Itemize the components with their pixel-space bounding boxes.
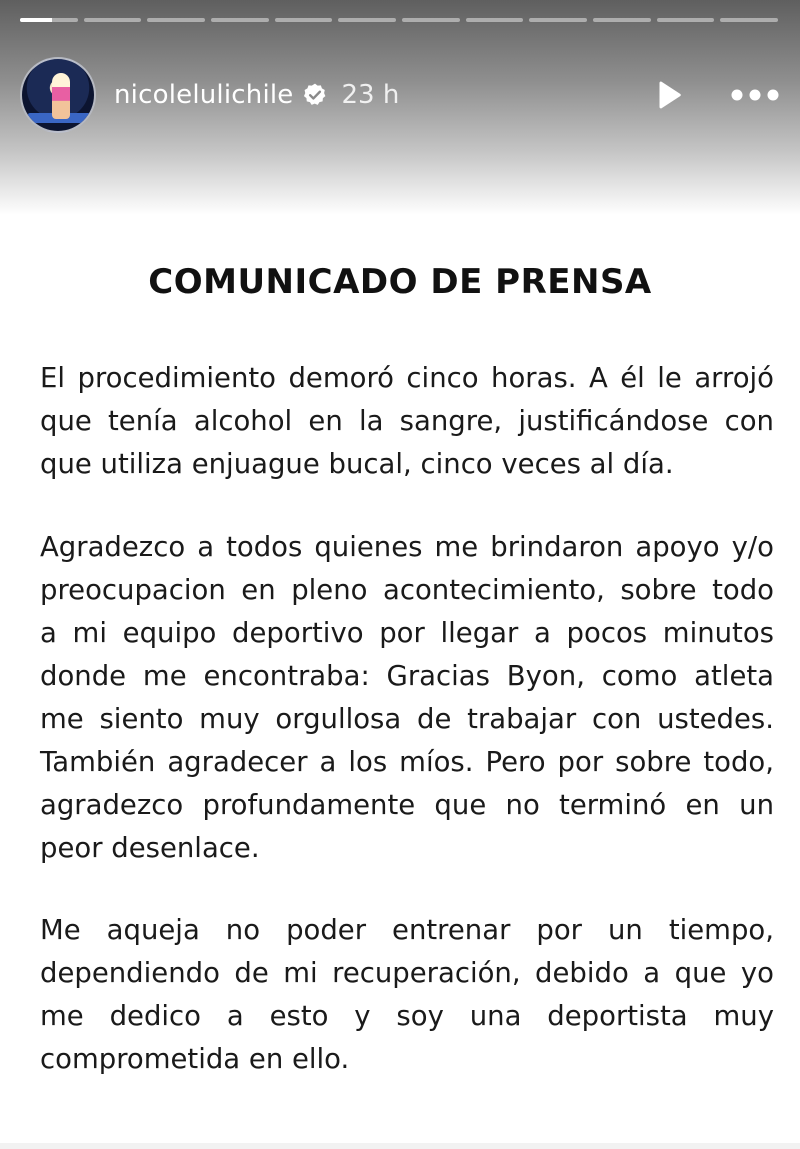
- text-line: que utiliza enjuague bucal, cinco veces al día.: [40, 448, 674, 480]
- text-line: preocupacion en pleno acontecimiento, sobre todo: [40, 574, 774, 606]
- verified-badge-icon: [302, 82, 328, 108]
- press-release-title: COMUNICADO DE PRENSA: [148, 262, 652, 302]
- text-line: peor desenlace.: [40, 832, 260, 864]
- progress-fill: [20, 18, 52, 22]
- username[interactable]: nicolelulichile: [114, 80, 294, 110]
- progress-segment: [338, 18, 396, 22]
- text-line: me siento muy orgullosa de trabajar con ustedes.: [40, 703, 774, 735]
- progress-segment: [593, 18, 651, 22]
- progress-segment: [84, 18, 142, 22]
- progress-segment: [211, 18, 269, 22]
- paragraph-1: [40, 357, 774, 486]
- progress-segment: [657, 18, 715, 22]
- progress-segment: [529, 18, 587, 22]
- avatar[interactable]: [20, 57, 96, 133]
- progress-segment: [466, 18, 524, 22]
- play-icon: [651, 78, 685, 112]
- paragraph-2: [40, 526, 774, 870]
- play-button[interactable]: [648, 75, 688, 115]
- text-line: me dedico a esto y soy una deportista muy: [40, 1000, 774, 1032]
- progress-segment: [20, 18, 78, 22]
- more-horizontal-icon: [730, 88, 780, 102]
- avatar-figure: [52, 73, 70, 119]
- username-group[interactable]: [114, 80, 399, 110]
- text-line: a mi equipo deportivo por llegar a pocos minutos: [40, 617, 774, 649]
- text-line: El procedimiento demoró cinco horas. A él le arrojó: [40, 362, 774, 394]
- progress-segment: [720, 18, 778, 22]
- text-line: También agradecer a los míos. Pero por sobre todo,: [40, 746, 774, 778]
- progress-segment: [402, 18, 460, 22]
- text-line: comprometida en ello.: [40, 1043, 350, 1075]
- story-progress-bar: [20, 18, 778, 24]
- post-time: 23 h: [341, 80, 400, 110]
- paragraph-3: [40, 909, 774, 1081]
- story-header: [20, 55, 782, 135]
- text-line: donde me encontraba: Gracias Byon, como atleta: [40, 660, 774, 692]
- bottom-edge: [0, 1143, 800, 1149]
- progress-segment: [147, 18, 205, 22]
- text-line: Agradezco a todos quienes me brindaron apoyo y/o: [40, 531, 774, 563]
- text-line: agradezco profundamente que no terminó en un: [40, 789, 774, 821]
- text-line: que tenía alcohol en la sangre, justificándose con: [40, 405, 774, 437]
- text-line: Me aqueja no poder entrenar por un tiempo,: [40, 914, 774, 946]
- progress-segment: [275, 18, 333, 22]
- text-line: dependiendo de mi recuperación, debido a que yo: [40, 957, 774, 989]
- more-options-button[interactable]: [728, 75, 782, 115]
